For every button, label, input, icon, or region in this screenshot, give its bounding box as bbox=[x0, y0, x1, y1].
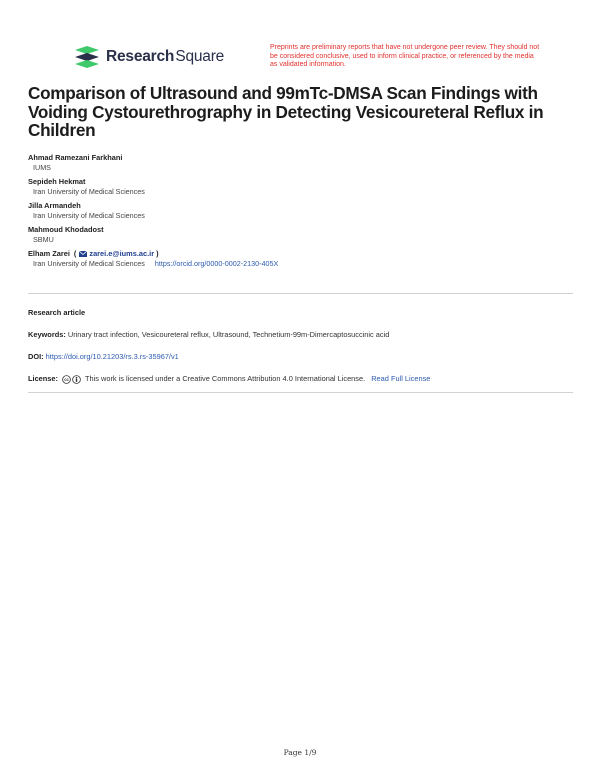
doi-row bbox=[28, 352, 573, 361]
author-name: Ahmad Ramezani Farkhani bbox=[28, 153, 123, 162]
divider bbox=[28, 392, 573, 393]
author-list bbox=[28, 153, 573, 273]
author-entry bbox=[28, 153, 573, 173]
license-text: This work is licensed under a Creative Commons Attribution 4.0 International License. bbox=[84, 374, 366, 383]
logo-text bbox=[106, 48, 224, 66]
attribution-icon bbox=[72, 375, 81, 384]
author-name: Sepideh Hekmat bbox=[28, 177, 86, 186]
doi-label: DOI: bbox=[28, 352, 44, 361]
author-name: Jilla Armandeh bbox=[28, 201, 81, 210]
creative-commons-icon bbox=[62, 375, 71, 384]
envelope-icon bbox=[79, 251, 87, 257]
article-type bbox=[28, 308, 573, 317]
author-name: Elham Zarei bbox=[28, 249, 70, 258]
license-row bbox=[28, 374, 573, 384]
divider bbox=[28, 293, 573, 294]
author-affiliation: Iran University of Medical Sciences bbox=[33, 211, 145, 220]
header bbox=[75, 44, 540, 80]
preprint-notice: Preprints are preliminary reports that have not undergone peer review. They should not be considered conclusive, used to inform clinical practice, or referenced by the media as validated information. bbox=[270, 44, 540, 69]
author-entry bbox=[28, 249, 573, 269]
author-affiliation: Iran University of Medical Sciences bbox=[33, 187, 145, 196]
paren-open: ( bbox=[73, 249, 77, 258]
article-type-label: Research article bbox=[28, 308, 86, 317]
author-name: Mahmoud Khodadost bbox=[28, 225, 104, 234]
logo-text-bold: Research bbox=[106, 48, 175, 65]
corresponding-author-line bbox=[28, 249, 573, 259]
logo-text-light: Square bbox=[175, 48, 225, 65]
license-icons bbox=[62, 375, 81, 384]
author-entry bbox=[28, 225, 573, 245]
license-label: License: bbox=[28, 374, 58, 383]
orcid-link[interactable]: https://orcid.org/0000-0002-2130-405X bbox=[154, 259, 279, 268]
keywords-label: Keywords: bbox=[28, 330, 66, 339]
author-affiliation: SBMU bbox=[33, 235, 54, 244]
author-email: zarei.e@iums.ac.ir bbox=[89, 249, 155, 258]
paren-close: ) bbox=[156, 249, 159, 258]
author-entry bbox=[28, 177, 573, 197]
keywords-row bbox=[28, 330, 573, 339]
author-entry bbox=[28, 201, 573, 221]
author-affiliation: IUMS bbox=[33, 163, 51, 172]
keywords-value: Urinary tract infection, Vesicoureteral reflux, Ultrasound, Technetium-99m-Dimercaptosuccinic acid bbox=[67, 330, 390, 339]
read-full-license-link[interactable]: Read Full License bbox=[371, 374, 431, 383]
research-square-logo[interactable] bbox=[75, 46, 224, 68]
research-square-logo-icon bbox=[75, 46, 99, 68]
author-affiliation-line bbox=[33, 259, 573, 269]
page-number: Page 1/9 bbox=[283, 748, 317, 757]
svg-text:cc: cc bbox=[64, 376, 69, 382]
author-affiliation: Iran University of Medical Sciences bbox=[33, 259, 145, 268]
doi-link[interactable]: https://doi.org/10.21203/rs.3.rs-35967/v1 bbox=[45, 352, 179, 361]
author-email-link[interactable] bbox=[79, 249, 154, 259]
paper-title: Comparison of Ultrasound and 99mTc-DMSA Scan Findings with Voiding Cystourethrography in Detecting Vesicoureteral Reflux in Children bbox=[28, 83, 544, 141]
